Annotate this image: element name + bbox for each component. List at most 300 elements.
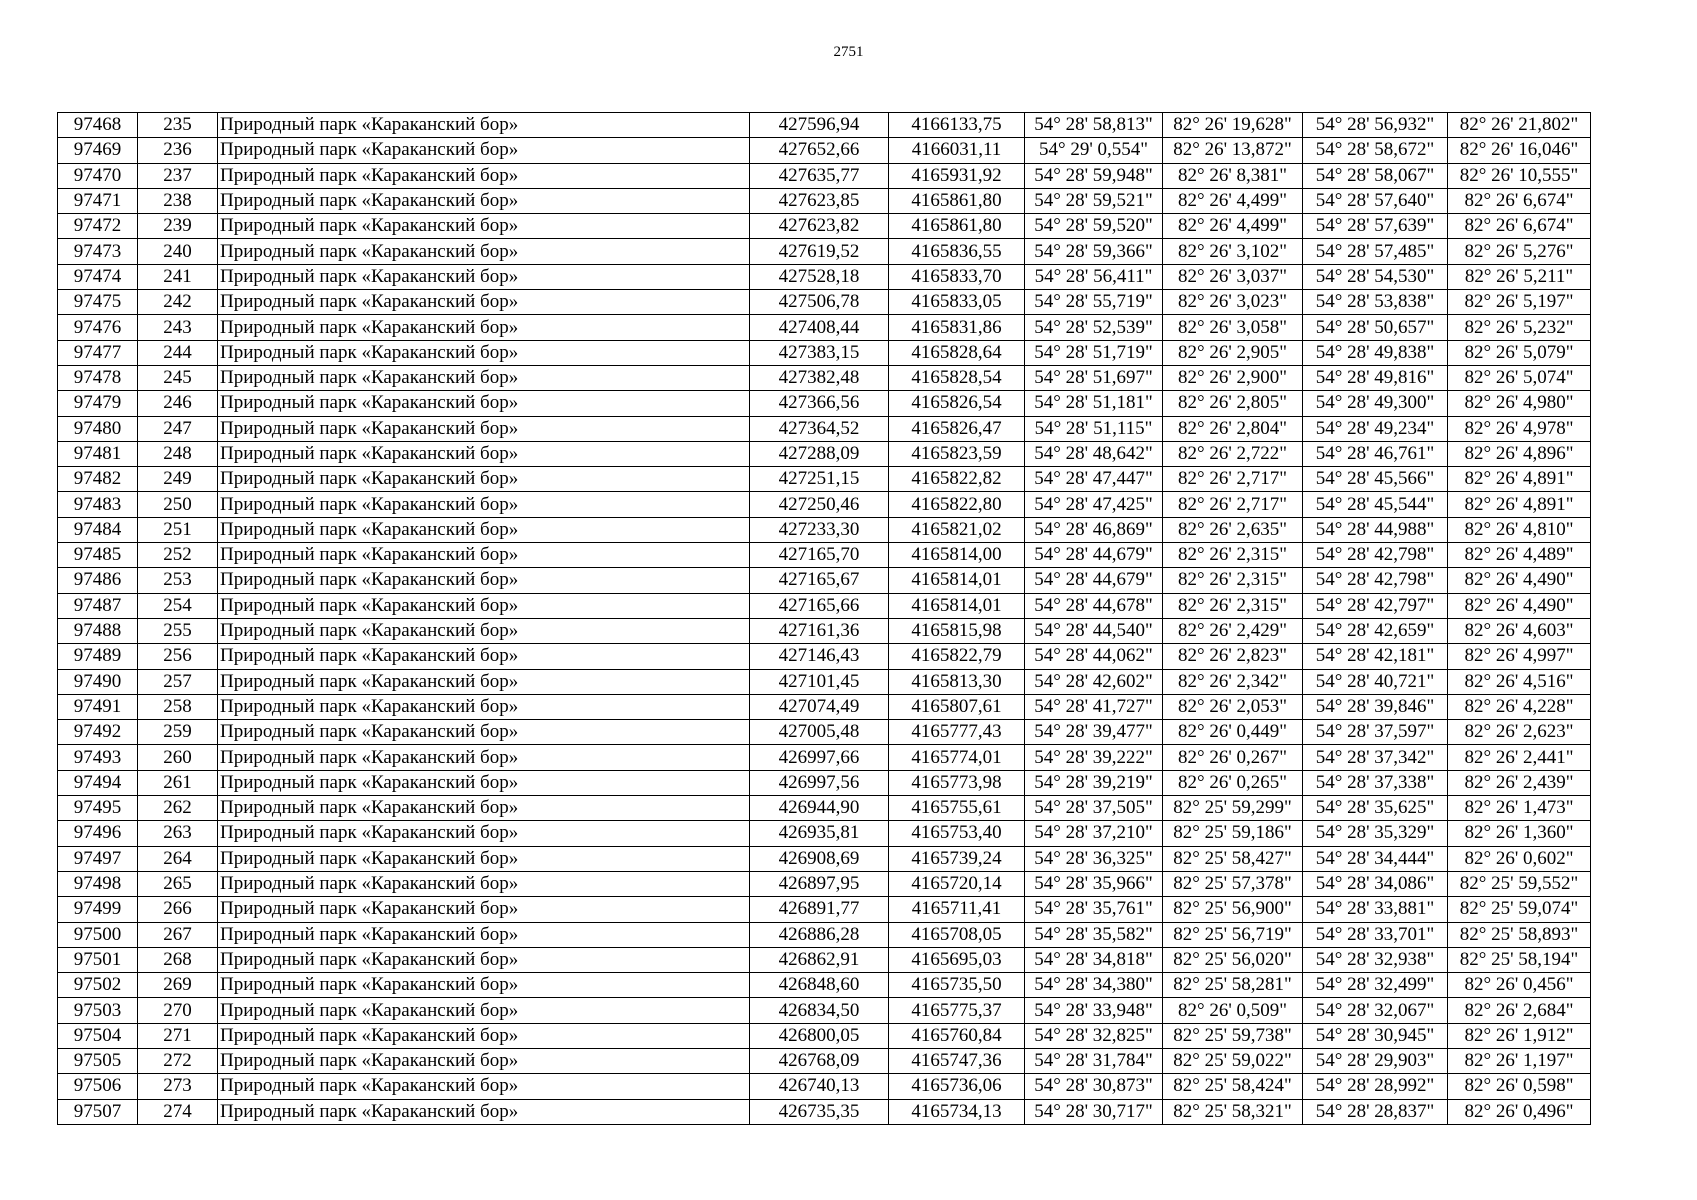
coordinates-table: [57, 112, 1591, 1125]
longitude-1-cell: 82° 26' 2,717": [1163, 492, 1303, 517]
coord-x-cell: 427623,85: [750, 188, 889, 213]
table-row: [58, 441, 1591, 466]
point-number-cell: 265: [138, 871, 218, 896]
coord-y-cell: 4165736,06: [889, 1074, 1025, 1099]
point-number-cell: 273: [138, 1074, 218, 1099]
coord-x-cell: 427528,18: [750, 264, 889, 289]
record-id-cell: 97503: [58, 998, 138, 1023]
table-row: [58, 340, 1591, 365]
latitude-2-cell: 54° 28' 44,988": [1303, 517, 1448, 542]
record-id-cell: 97478: [58, 365, 138, 390]
latitude-1-cell: 54° 28' 36,325": [1025, 846, 1163, 871]
longitude-1-cell: 82° 25' 58,424": [1163, 1074, 1303, 1099]
record-id-cell: 97505: [58, 1048, 138, 1073]
point-number-cell: 270: [138, 998, 218, 1023]
longitude-2-cell: 82° 26' 5,197": [1448, 290, 1591, 315]
coord-x-cell: 426908,69: [750, 846, 889, 871]
longitude-2-cell: 82° 26' 1,197": [1448, 1048, 1591, 1073]
longitude-1-cell: 82° 26' 0,267": [1163, 745, 1303, 770]
object-name-cell: Природный парк «Караканский бор»: [218, 365, 750, 390]
record-id-cell: 97481: [58, 441, 138, 466]
longitude-2-cell: 82° 26' 0,602": [1448, 846, 1591, 871]
latitude-1-cell: 54° 28' 30,873": [1025, 1074, 1163, 1099]
latitude-2-cell: 54° 28' 34,086": [1303, 871, 1448, 896]
coord-y-cell: 4165774,01: [889, 745, 1025, 770]
latitude-1-cell: 54° 28' 44,540": [1025, 618, 1163, 643]
record-id-cell: 97480: [58, 416, 138, 441]
object-name-cell: Природный парк «Караканский бор»: [218, 467, 750, 492]
coord-x-cell: 427146,43: [750, 644, 889, 669]
object-name-cell: Природный парк «Караканский бор»: [218, 618, 750, 643]
point-number-cell: 264: [138, 846, 218, 871]
coord-x-cell: 427005,48: [750, 720, 889, 745]
latitude-1-cell: 54° 28' 59,520": [1025, 214, 1163, 239]
longitude-2-cell: 82° 26' 4,490": [1448, 593, 1591, 618]
point-number-cell: 237: [138, 163, 218, 188]
coord-x-cell: 426862,91: [750, 947, 889, 972]
table-row: [58, 416, 1591, 441]
coord-y-cell: 4165828,54: [889, 365, 1025, 390]
table-row: [58, 113, 1591, 138]
table-row: [58, 770, 1591, 795]
record-id-cell: 97507: [58, 1099, 138, 1124]
longitude-1-cell: 82° 26' 2,053": [1163, 694, 1303, 719]
latitude-2-cell: 54° 28' 37,597": [1303, 720, 1448, 745]
coord-x-cell: 427619,52: [750, 239, 889, 264]
latitude-1-cell: 54° 28' 52,539": [1025, 315, 1163, 340]
longitude-2-cell: 82° 26' 5,211": [1448, 264, 1591, 289]
latitude-1-cell: 54° 28' 37,505": [1025, 796, 1163, 821]
longitude-1-cell: 82° 26' 2,805": [1163, 391, 1303, 416]
table-row: [58, 315, 1591, 340]
coord-y-cell: 4165720,14: [889, 871, 1025, 896]
object-name-cell: Природный парк «Караканский бор»: [218, 821, 750, 846]
latitude-1-cell: 54° 28' 44,679": [1025, 568, 1163, 593]
point-number-cell: 245: [138, 365, 218, 390]
table-row: [58, 391, 1591, 416]
latitude-2-cell: 54° 28' 49,838": [1303, 340, 1448, 365]
object-name-cell: Природный парк «Караканский бор»: [218, 416, 750, 441]
coord-y-cell: 4165822,79: [889, 644, 1025, 669]
longitude-2-cell: 82° 26' 4,516": [1448, 669, 1591, 694]
latitude-2-cell: 54° 28' 32,067": [1303, 998, 1448, 1023]
table-row: [58, 644, 1591, 669]
table-row: [58, 214, 1591, 239]
object-name-cell: Природный парк «Караканский бор»: [218, 214, 750, 239]
longitude-2-cell: 82° 26' 0,496": [1448, 1099, 1591, 1124]
coord-x-cell: 427366,56: [750, 391, 889, 416]
latitude-2-cell: 54° 28' 57,485": [1303, 239, 1448, 264]
longitude-1-cell: 82° 25' 59,299": [1163, 796, 1303, 821]
latitude-1-cell: 54° 28' 47,425": [1025, 492, 1163, 517]
coord-y-cell: 4165861,80: [889, 188, 1025, 213]
longitude-1-cell: 82° 26' 2,717": [1163, 467, 1303, 492]
record-id-cell: 97494: [58, 770, 138, 795]
record-id-cell: 97472: [58, 214, 138, 239]
longitude-1-cell: 82° 26' 2,722": [1163, 441, 1303, 466]
point-number-cell: 240: [138, 239, 218, 264]
coord-x-cell: 426848,60: [750, 973, 889, 998]
object-name-cell: Природный парк «Караканский бор»: [218, 290, 750, 315]
longitude-1-cell: 82° 26' 4,499": [1163, 188, 1303, 213]
coord-x-cell: 427408,44: [750, 315, 889, 340]
latitude-1-cell: 54° 28' 55,719": [1025, 290, 1163, 315]
longitude-2-cell: 82° 26' 1,360": [1448, 821, 1591, 846]
coord-y-cell: 4165826,47: [889, 416, 1025, 441]
latitude-2-cell: 54° 28' 32,499": [1303, 973, 1448, 998]
coord-y-cell: 4165815,98: [889, 618, 1025, 643]
longitude-1-cell: 82° 25' 58,281": [1163, 973, 1303, 998]
coord-y-cell: 4165822,82: [889, 467, 1025, 492]
coord-y-cell: 4165831,86: [889, 315, 1025, 340]
latitude-1-cell: 54° 28' 35,761": [1025, 897, 1163, 922]
point-number-cell: 252: [138, 543, 218, 568]
record-id-cell: 97485: [58, 543, 138, 568]
coord-y-cell: 4165836,55: [889, 239, 1025, 264]
longitude-2-cell: 82° 26' 5,232": [1448, 315, 1591, 340]
longitude-1-cell: 82° 26' 13,872": [1163, 138, 1303, 163]
longitude-1-cell: 82° 26' 2,315": [1163, 543, 1303, 568]
table-row: [58, 1099, 1591, 1124]
record-id-cell: 97470: [58, 163, 138, 188]
record-id-cell: 97477: [58, 340, 138, 365]
longitude-1-cell: 82° 26' 3,102": [1163, 239, 1303, 264]
object-name-cell: Природный парк «Караканский бор»: [218, 745, 750, 770]
table-row: [58, 947, 1591, 972]
longitude-1-cell: 82° 26' 3,058": [1163, 315, 1303, 340]
longitude-2-cell: 82° 25' 59,552": [1448, 871, 1591, 896]
record-id-cell: 97504: [58, 1023, 138, 1048]
table-row: [58, 694, 1591, 719]
coord-x-cell: 426735,35: [750, 1099, 889, 1124]
coord-x-cell: 426886,28: [750, 922, 889, 947]
coord-y-cell: 4165773,98: [889, 770, 1025, 795]
coord-x-cell: 426768,09: [750, 1048, 889, 1073]
coord-y-cell: 4165735,50: [889, 973, 1025, 998]
point-number-cell: 267: [138, 922, 218, 947]
object-name-cell: Природный парк «Караканский бор»: [218, 138, 750, 163]
point-number-cell: 255: [138, 618, 218, 643]
longitude-1-cell: 82° 25' 59,022": [1163, 1048, 1303, 1073]
table-row: [58, 188, 1591, 213]
record-id-cell: 97502: [58, 973, 138, 998]
object-name-cell: Природный парк «Караканский бор»: [218, 1048, 750, 1073]
coord-y-cell: 4165822,80: [889, 492, 1025, 517]
coord-y-cell: 4165833,70: [889, 264, 1025, 289]
latitude-1-cell: 54° 28' 56,411": [1025, 264, 1163, 289]
latitude-1-cell: 54° 28' 42,602": [1025, 669, 1163, 694]
point-number-cell: 242: [138, 290, 218, 315]
point-number-cell: 241: [138, 264, 218, 289]
object-name-cell: Природный парк «Караканский бор»: [218, 113, 750, 138]
record-id-cell: 97495: [58, 796, 138, 821]
point-number-cell: 256: [138, 644, 218, 669]
longitude-2-cell: 82° 26' 2,439": [1448, 770, 1591, 795]
coord-x-cell: 426800,05: [750, 1023, 889, 1048]
point-number-cell: 269: [138, 973, 218, 998]
point-number-cell: 272: [138, 1048, 218, 1073]
record-id-cell: 97491: [58, 694, 138, 719]
coord-x-cell: 427596,94: [750, 113, 889, 138]
object-name-cell: Природный парк «Караканский бор»: [218, 1099, 750, 1124]
latitude-2-cell: 54° 28' 45,566": [1303, 467, 1448, 492]
table-row: [58, 467, 1591, 492]
point-number-cell: 236: [138, 138, 218, 163]
coord-y-cell: 4165708,05: [889, 922, 1025, 947]
latitude-2-cell: 54° 28' 33,881": [1303, 897, 1448, 922]
coord-x-cell: 426944,90: [750, 796, 889, 821]
page-number: 2751: [833, 44, 864, 60]
object-name-cell: Природный парк «Караканский бор»: [218, 922, 750, 947]
coord-y-cell: 4165760,84: [889, 1023, 1025, 1048]
record-id-cell: 97476: [58, 315, 138, 340]
latitude-1-cell: 54° 28' 37,210": [1025, 821, 1163, 846]
longitude-1-cell: 82° 25' 56,719": [1163, 922, 1303, 947]
object-name-cell: Природный парк «Караканский бор»: [218, 720, 750, 745]
coord-x-cell: 426891,77: [750, 897, 889, 922]
coord-x-cell: 427165,70: [750, 543, 889, 568]
longitude-1-cell: 82° 25' 58,427": [1163, 846, 1303, 871]
table-row: [58, 897, 1591, 922]
object-name-cell: Природный парк «Караканский бор»: [218, 669, 750, 694]
point-number-cell: 254: [138, 593, 218, 618]
longitude-2-cell: 82° 26' 0,456": [1448, 973, 1591, 998]
longitude-2-cell: 82° 26' 2,623": [1448, 720, 1591, 745]
longitude-2-cell: 82° 26' 4,810": [1448, 517, 1591, 542]
record-id-cell: 97469: [58, 138, 138, 163]
longitude-1-cell: 82° 26' 2,900": [1163, 365, 1303, 390]
coord-x-cell: 427623,82: [750, 214, 889, 239]
point-number-cell: 260: [138, 745, 218, 770]
coord-y-cell: 4165814,01: [889, 593, 1025, 618]
coord-y-cell: 4165821,02: [889, 517, 1025, 542]
longitude-1-cell: 82° 26' 4,499": [1163, 214, 1303, 239]
latitude-1-cell: 54° 28' 59,366": [1025, 239, 1163, 264]
table-row: [58, 796, 1591, 821]
object-name-cell: Природный парк «Караканский бор»: [218, 188, 750, 213]
coord-x-cell: 427383,15: [750, 340, 889, 365]
longitude-2-cell: 82° 26' 4,489": [1448, 543, 1591, 568]
object-name-cell: Природный парк «Караканский бор»: [218, 694, 750, 719]
record-id-cell: 97473: [58, 239, 138, 264]
table-row: [58, 846, 1591, 871]
table-row: [58, 745, 1591, 770]
coord-y-cell: 4166133,75: [889, 113, 1025, 138]
coord-x-cell: 427652,66: [750, 138, 889, 163]
longitude-2-cell: 82° 26' 5,074": [1448, 365, 1591, 390]
record-id-cell: 97483: [58, 492, 138, 517]
longitude-2-cell: 82° 25' 58,893": [1448, 922, 1591, 947]
coord-x-cell: 427161,36: [750, 618, 889, 643]
record-id-cell: 97506: [58, 1074, 138, 1099]
record-id-cell: 97489: [58, 644, 138, 669]
longitude-2-cell: 82° 26' 4,997": [1448, 644, 1591, 669]
coord-x-cell: 427250,46: [750, 492, 889, 517]
longitude-1-cell: 82° 26' 2,905": [1163, 340, 1303, 365]
latitude-1-cell: 54° 28' 51,181": [1025, 391, 1163, 416]
latitude-1-cell: 54° 28' 44,678": [1025, 593, 1163, 618]
coord-y-cell: 4165823,59: [889, 441, 1025, 466]
latitude-1-cell: 54° 28' 32,825": [1025, 1023, 1163, 1048]
latitude-1-cell: 54° 28' 51,115": [1025, 416, 1163, 441]
record-id-cell: 97493: [58, 745, 138, 770]
longitude-1-cell: 82° 26' 2,823": [1163, 644, 1303, 669]
latitude-2-cell: 54° 28' 35,625": [1303, 796, 1448, 821]
longitude-2-cell: 82° 26' 4,896": [1448, 441, 1591, 466]
point-number-cell: 243: [138, 315, 218, 340]
object-name-cell: Природный парк «Караканский бор»: [218, 315, 750, 340]
latitude-2-cell: 54° 28' 46,761": [1303, 441, 1448, 466]
coord-x-cell: 427288,09: [750, 441, 889, 466]
coord-y-cell: 4165833,05: [889, 290, 1025, 315]
latitude-1-cell: 54° 28' 59,521": [1025, 188, 1163, 213]
latitude-2-cell: 54° 28' 53,838": [1303, 290, 1448, 315]
coord-y-cell: 4165753,40: [889, 821, 1025, 846]
table-row: [58, 669, 1591, 694]
coord-x-cell: 426740,13: [750, 1074, 889, 1099]
coord-y-cell: 4165739,24: [889, 846, 1025, 871]
point-number-cell: 235: [138, 113, 218, 138]
record-id-cell: 97479: [58, 391, 138, 416]
coord-y-cell: 4165814,00: [889, 543, 1025, 568]
object-name-cell: Природный парк «Караканский бор»: [218, 644, 750, 669]
longitude-2-cell: 82° 26' 2,441": [1448, 745, 1591, 770]
longitude-1-cell: 82° 26' 2,804": [1163, 416, 1303, 441]
object-name-cell: Природный парк «Караканский бор»: [218, 998, 750, 1023]
latitude-2-cell: 54° 28' 39,846": [1303, 694, 1448, 719]
object-name-cell: Природный парк «Караканский бор»: [218, 796, 750, 821]
point-number-cell: 274: [138, 1099, 218, 1124]
latitude-2-cell: 54° 28' 28,992": [1303, 1074, 1448, 1099]
record-id-cell: 97486: [58, 568, 138, 593]
object-name-cell: Природный парк «Караканский бор»: [218, 846, 750, 871]
point-number-cell: 271: [138, 1023, 218, 1048]
object-name-cell: Природный парк «Караканский бор»: [218, 947, 750, 972]
point-number-cell: 253: [138, 568, 218, 593]
record-id-cell: 97475: [58, 290, 138, 315]
coord-x-cell: 427635,77: [750, 163, 889, 188]
coord-x-cell: 427074,49: [750, 694, 889, 719]
latitude-2-cell: 54° 28' 57,640": [1303, 188, 1448, 213]
record-id-cell: 97498: [58, 871, 138, 896]
latitude-1-cell: 54° 28' 41,727": [1025, 694, 1163, 719]
coord-y-cell: 4165695,03: [889, 947, 1025, 972]
latitude-1-cell: 54° 28' 59,948": [1025, 163, 1163, 188]
latitude-2-cell: 54° 28' 30,945": [1303, 1023, 1448, 1048]
latitude-2-cell: 54° 28' 58,672": [1303, 138, 1448, 163]
coord-x-cell: 427165,66: [750, 593, 889, 618]
record-id-cell: 97496: [58, 821, 138, 846]
table-row: [58, 1023, 1591, 1048]
object-name-cell: Природный парк «Караканский бор»: [218, 239, 750, 264]
longitude-2-cell: 82° 26' 4,228": [1448, 694, 1591, 719]
point-number-cell: 268: [138, 947, 218, 972]
longitude-1-cell: 82° 26' 19,628": [1163, 113, 1303, 138]
record-id-cell: 97487: [58, 593, 138, 618]
coord-x-cell: 426997,66: [750, 745, 889, 770]
object-name-cell: Природный парк «Караканский бор»: [218, 340, 750, 365]
latitude-2-cell: 54° 28' 42,181": [1303, 644, 1448, 669]
coord-x-cell: 427506,78: [750, 290, 889, 315]
longitude-2-cell: 82° 26' 6,674": [1448, 188, 1591, 213]
latitude-1-cell: 54° 28' 34,818": [1025, 947, 1163, 972]
longitude-1-cell: 82° 26' 0,449": [1163, 720, 1303, 745]
table-row: [58, 871, 1591, 896]
coord-y-cell: 4165807,61: [889, 694, 1025, 719]
latitude-2-cell: 54° 28' 56,932": [1303, 113, 1448, 138]
latitude-2-cell: 54° 28' 29,903": [1303, 1048, 1448, 1073]
latitude-2-cell: 54° 28' 54,530": [1303, 264, 1448, 289]
latitude-1-cell: 54° 28' 58,813": [1025, 113, 1163, 138]
coord-x-cell: 426897,95: [750, 871, 889, 896]
latitude-2-cell: 54° 28' 42,798": [1303, 568, 1448, 593]
latitude-1-cell: 54° 28' 39,219": [1025, 770, 1163, 795]
latitude-2-cell: 54° 28' 40,721": [1303, 669, 1448, 694]
point-number-cell: 250: [138, 492, 218, 517]
latitude-1-cell: 54° 28' 48,642": [1025, 441, 1163, 466]
table-row: [58, 290, 1591, 315]
object-name-cell: Природный парк «Караканский бор»: [218, 492, 750, 517]
latitude-2-cell: 54° 28' 28,837": [1303, 1099, 1448, 1124]
longitude-2-cell: 82° 26' 10,555": [1448, 163, 1591, 188]
point-number-cell: 261: [138, 770, 218, 795]
coord-y-cell: 4165747,36: [889, 1048, 1025, 1073]
latitude-2-cell: 54° 28' 50,657": [1303, 315, 1448, 340]
coord-x-cell: 427251,15: [750, 467, 889, 492]
object-name-cell: Природный парк «Караканский бор»: [218, 543, 750, 568]
longitude-2-cell: 82° 26' 4,891": [1448, 492, 1591, 517]
table-row: [58, 568, 1591, 593]
coord-x-cell: 426834,50: [750, 998, 889, 1023]
latitude-2-cell: 54° 28' 49,816": [1303, 365, 1448, 390]
latitude-2-cell: 54° 28' 37,342": [1303, 745, 1448, 770]
object-name-cell: Природный парк «Караканский бор»: [218, 568, 750, 593]
latitude-2-cell: 54° 28' 34,444": [1303, 846, 1448, 871]
coord-y-cell: 4166031,11: [889, 138, 1025, 163]
point-number-cell: 247: [138, 416, 218, 441]
coord-y-cell: 4165814,01: [889, 568, 1025, 593]
latitude-2-cell: 54° 28' 42,797": [1303, 593, 1448, 618]
longitude-1-cell: 82° 26' 0,509": [1163, 998, 1303, 1023]
point-number-cell: 259: [138, 720, 218, 745]
table-row: [58, 264, 1591, 289]
point-number-cell: 248: [138, 441, 218, 466]
longitude-2-cell: 82° 26' 5,079": [1448, 340, 1591, 365]
object-name-cell: Природный парк «Караканский бор»: [218, 517, 750, 542]
table-row: [58, 138, 1591, 163]
point-number-cell: 257: [138, 669, 218, 694]
coord-x-cell: 427165,67: [750, 568, 889, 593]
record-id-cell: 97482: [58, 467, 138, 492]
point-number-cell: 251: [138, 517, 218, 542]
longitude-1-cell: 82° 26' 2,635": [1163, 517, 1303, 542]
latitude-2-cell: 54° 28' 35,329": [1303, 821, 1448, 846]
coord-x-cell: 426935,81: [750, 821, 889, 846]
table-row: [58, 365, 1591, 390]
longitude-2-cell: 82° 25' 58,194": [1448, 947, 1591, 972]
record-id-cell: 97471: [58, 188, 138, 213]
record-id-cell: 97474: [58, 264, 138, 289]
latitude-2-cell: 54° 28' 57,639": [1303, 214, 1448, 239]
object-name-cell: Природный парк «Караканский бор»: [218, 1023, 750, 1048]
coord-y-cell: 4165775,37: [889, 998, 1025, 1023]
table-row: [58, 973, 1591, 998]
table-row: [58, 517, 1591, 542]
latitude-1-cell: 54° 28' 39,477": [1025, 720, 1163, 745]
record-id-cell: 97500: [58, 922, 138, 947]
object-name-cell: Природный парк «Караканский бор»: [218, 770, 750, 795]
table-row: [58, 720, 1591, 745]
